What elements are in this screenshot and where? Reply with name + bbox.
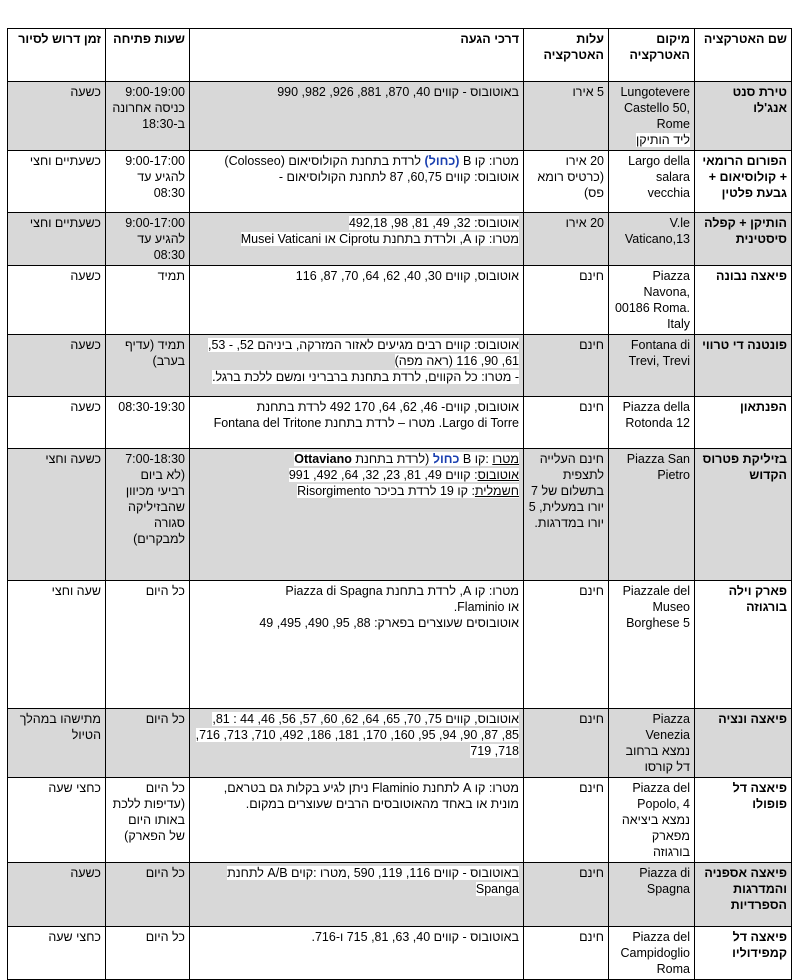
cell-hours: תמיד xyxy=(106,266,190,335)
directions-line: מטרו: קו B xyxy=(462,154,519,168)
cell-location: Piazza San Pietro xyxy=(609,449,695,581)
cell-directions: באוטובוס - קווים 40, 870, 881, 926, 982, 990 xyxy=(190,82,524,151)
cell-hours: 9:00-17:00 להגיע עד 08:30 xyxy=(106,151,190,213)
cell-location xyxy=(609,82,695,151)
cell-location xyxy=(609,778,695,863)
location-note: ליד הותיקן xyxy=(636,133,690,147)
cell-name: טירת סנט אנג'לו xyxy=(695,82,792,151)
directions-line: אוטובוסים שעוצרים בפארק: 88, 95, 490, 495, 49 xyxy=(259,616,519,630)
header-name: שם האטרקציה xyxy=(695,29,792,82)
header-location: מיקום האטרקציה xyxy=(609,29,695,82)
cell-directions xyxy=(190,213,524,266)
cell-name: פיאצה ונציה xyxy=(695,709,792,778)
cell-location: Piazza del Campidoglio Roma xyxy=(609,927,695,980)
cell-location: Largo della salara vecchia xyxy=(609,151,695,213)
cell-cost: 20 אירו xyxy=(524,213,609,266)
cell-name: פונטנה די טרווי xyxy=(695,335,792,397)
header-duration: זמן דרוש לסיור xyxy=(8,29,106,82)
attractions-table xyxy=(7,28,792,980)
cell-duration: כחצי שעה xyxy=(8,927,106,980)
header-directions: דרכי הגעה xyxy=(190,29,524,82)
cell-location: Piazza di Spagna xyxy=(609,863,695,927)
metro-label: מטרו xyxy=(492,452,519,466)
directions-line: (לרדת בתחנת xyxy=(355,452,430,466)
bus-label: אוטובוס xyxy=(477,468,519,482)
table-row xyxy=(8,266,792,335)
cell-duration: כשעה xyxy=(8,397,106,449)
cell-name: הותיקן + קפלה סיסטינית xyxy=(695,213,792,266)
cell-location: Piazzale del Museo Borghese 5 xyxy=(609,581,695,709)
header-hours: שעות פתיחה xyxy=(106,29,190,82)
cell-directions xyxy=(190,397,524,449)
table-row xyxy=(8,927,792,980)
cell-cost: 20 אירו (כרטיס רומא פס) xyxy=(524,151,609,213)
cell-cost: חינם xyxy=(524,927,609,980)
directions-line: אוטובוס: קווים 60,75, 87 לתחנת הקולוסיאום - xyxy=(278,170,519,184)
metro-color-label: כחול xyxy=(432,452,460,466)
cell-duration: כשעה xyxy=(8,82,106,151)
cell-hours: כל היום (עדיפות ללכת באותו היום של הפארק) xyxy=(106,778,190,863)
directions-line: אוטובוס: קווים רבים מגיעים לאזור המזרקה, ביניהם 52, - 53, 61, 90, 116 (ראה מפה) xyxy=(208,338,519,368)
directions-line: מטרו: קו A, ולרדת בתחנת Ciprotu או Musei Vaticani xyxy=(240,232,519,246)
directions-line: מטרו: קו A, לרדת בתחנת Piazza di Spagna xyxy=(285,584,519,598)
cell-duration: כשעתיים וחצי xyxy=(8,151,106,213)
cell-duration: כחצי שעה xyxy=(8,778,106,863)
cell-cost: חינם xyxy=(524,397,609,449)
cell-directions xyxy=(190,335,524,397)
cell-duration: מתישהו במהלך הטיול xyxy=(8,709,106,778)
cell-cost: חינם xyxy=(524,778,609,863)
directions-line: באוטובוס - קווים 116, 119, 590 ,מטרו :קוים A/B לתחנת xyxy=(227,866,519,880)
cell-directions: באוטובוס - קווים 40, 63, 81, 715 ו-716. xyxy=(190,927,524,980)
location-note: נמצא ביציאה מפארק בורגוזה xyxy=(621,813,690,859)
cell-hours: 7:00-18:30 (לא ביום רביעי מכיוון שהבזיליקה סגורה למבקרים) xyxy=(106,449,190,581)
directions-line: אוטובוס: 32, 49, 81, 98, 492,18 xyxy=(348,216,519,230)
location-text: Piazza Venezia xyxy=(645,712,690,742)
directions-line: לרדת בתחנת הקולוסיאום (Colosseo) xyxy=(224,154,422,168)
cell-cost: חינם xyxy=(524,863,609,927)
cell-location: Fontana di Trevi, Trevi xyxy=(609,335,695,397)
directions-line: או Flaminio. xyxy=(453,600,519,614)
table-row xyxy=(8,151,792,213)
cell-directions xyxy=(190,581,524,709)
cell-cost: חינם xyxy=(524,335,609,397)
cell-directions: אוטובוס, קווים 30, 40, 62, 64, 70, 87, 116 xyxy=(190,266,524,335)
directions-line: : קווים 49, 81, 23, 32, 64, 492, 991 xyxy=(288,468,478,482)
directions-line: : קו 19 לרדת בכיכר Risorgimento xyxy=(297,484,475,498)
cell-hours: 9:00-17:00 להגיע עד 08:30 xyxy=(106,213,190,266)
cell-duration: כשעה xyxy=(8,863,106,927)
table-row xyxy=(8,213,792,266)
directions-line: אוטובוס, קווים 75, 70, 65, 64, 62, 60, 57, 56, 46, 44 : 81, 85, 87, 90, 94, 95, 160, 170, 181, 186, 492, 710, 713, 716, 718, 719 xyxy=(195,712,519,758)
cell-name: פארק וילה בורגוזה xyxy=(695,581,792,709)
cell-cost: חינם xyxy=(524,709,609,778)
directions-line: Largo di Torre. מטרו – לרדת בתחנת Fontana del Tritone xyxy=(213,416,519,430)
cell-directions xyxy=(190,449,524,581)
table-row xyxy=(8,863,792,927)
cell-hours: 08:30-19:30 xyxy=(106,397,190,449)
directions-line: Spanga xyxy=(475,882,519,896)
cell-hours: כל היום xyxy=(106,709,190,778)
tram-label: חשמלית xyxy=(474,484,519,498)
cell-duration: כשעתיים וחצי xyxy=(8,213,106,266)
cell-directions: מטרו: קו A לתחנת Flaminio ניתן לגיע בקלות גם בטראם, מונית או באחד מהאוטובסים הרבים שעוצרים במקום. xyxy=(190,778,524,863)
table-row xyxy=(8,709,792,778)
cell-name: פיאצה דל פופולו xyxy=(695,778,792,863)
cell-location: Piazza della Rotonda 12 xyxy=(609,397,695,449)
table-row xyxy=(8,581,792,709)
metro-color-label: (כחול) xyxy=(424,154,460,168)
cell-cost: 5 אירו xyxy=(524,82,609,151)
cell-hours: כל היום xyxy=(106,863,190,927)
cell-name: פיאצה נבונה xyxy=(695,266,792,335)
cell-name: בזיליקת פטרוס הקדוש xyxy=(695,449,792,581)
table-row xyxy=(8,778,792,863)
cell-cost: חינם xyxy=(524,581,609,709)
location-note: נמצא ברחוב דל קורסו xyxy=(625,744,690,774)
cell-location xyxy=(609,709,695,778)
header-row xyxy=(8,29,792,82)
cell-name: פיאצה דל קמפידוליו xyxy=(695,927,792,980)
table-row xyxy=(8,82,792,151)
cell-directions xyxy=(190,863,524,927)
cell-hours: 9:00-19:00 כניסה אחרונה ב-18:30 xyxy=(106,82,190,151)
cell-cost: חינם העלייה לתצפית בתשלום של 7 יורו במעלית, 5 יורו במדרגות. xyxy=(524,449,609,581)
cell-duration: כשעה וחצי xyxy=(8,449,106,581)
header-cost: עלות האטרקציה xyxy=(524,29,609,82)
table-row xyxy=(8,397,792,449)
cell-duration: כשעה xyxy=(8,335,106,397)
directions-line: - מטרו: כל הקווים, לרדת בתחנת ברבריני ומשם ללכת ברגל. xyxy=(212,370,519,384)
cell-cost: חינם xyxy=(524,266,609,335)
cell-hours: כל היום xyxy=(106,581,190,709)
cell-hours: תמיד (עדיף בערב) xyxy=(106,335,190,397)
table-row xyxy=(8,449,792,581)
cell-duration: כשעה xyxy=(8,266,106,335)
location-text: Lungotevere Castello 50, Rome xyxy=(620,85,690,131)
table-row xyxy=(8,335,792,397)
cell-hours: כל היום xyxy=(106,927,190,980)
station-name: Ottaviano xyxy=(294,452,352,466)
cell-directions xyxy=(190,151,524,213)
cell-directions xyxy=(190,709,524,778)
directions-line: :קו B xyxy=(462,452,489,466)
cell-location: Piazza Navona, 00186 Roma. Italy xyxy=(609,266,695,335)
cell-name: הפנתאון xyxy=(695,397,792,449)
directions-line: אוטובוס, קווים- 46, 62, 64, 170 492 לרדת בתחנת xyxy=(256,400,519,414)
cell-duration: שעה וחצי xyxy=(8,581,106,709)
cell-name: הפורום הרומאי + קולוסיאום + גבעת פלטין xyxy=(695,151,792,213)
cell-name: פיאצה אספניה והמדרגות הספרדיות xyxy=(695,863,792,927)
location-text: Piazza del Popolo, 4 xyxy=(632,781,690,811)
cell-location: V.le Vaticano,13 xyxy=(609,213,695,266)
